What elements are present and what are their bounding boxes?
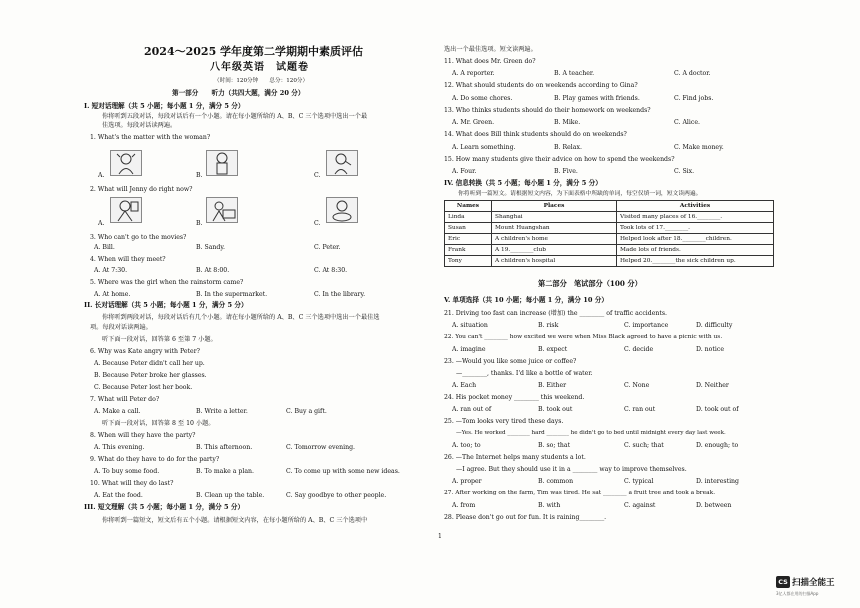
exam-info: （时间：120分钟 总分：120分） xyxy=(214,78,309,84)
q24-option-d[interactable]: D. took out of xyxy=(696,406,739,413)
table-row xyxy=(445,223,774,234)
question-7: 7. What will Peter do? xyxy=(90,396,160,403)
q22-option-a[interactable]: A. imagine xyxy=(452,346,486,353)
q1-option-a: A. xyxy=(98,172,105,179)
q6-option-b[interactable]: B. Because Peter broke her glasses. xyxy=(94,372,207,379)
q14-option-a[interactable]: A. Learn something. xyxy=(452,144,516,151)
q1-option-b: B. xyxy=(196,172,203,179)
q11-option-c[interactable]: C. A doctor. xyxy=(674,70,711,77)
q1-picture-b xyxy=(206,150,238,176)
q15-option-c[interactable]: C. Six. xyxy=(674,168,695,175)
q10-option-b[interactable]: B. Clean up the table. xyxy=(196,492,265,499)
q13-option-a[interactable]: A. Mr. Green. xyxy=(452,119,495,126)
section2-note-2: 听下面一段对话，回答第 8 至 10 小题。 xyxy=(102,420,215,427)
q9-option-c[interactable]: C. To come up with some new ideas. xyxy=(286,468,400,475)
q8-option-c[interactable]: C. Tomorrow evening. xyxy=(286,444,356,451)
question-14: 14. What does Bill think students should do on weekends? xyxy=(444,131,627,138)
section4-instruction: 你将听到一篇短文。请根据短文内容，为下面表格中所缺的单词，每空仅填一词，短文读两遍。 xyxy=(458,191,702,197)
camscanner-icon: CS xyxy=(776,576,790,588)
q4-option-b[interactable]: B. At 8:00. xyxy=(196,267,230,274)
q21-option-c[interactable]: C. importance xyxy=(624,322,669,329)
q14-option-c[interactable]: C. Make money. xyxy=(674,144,724,151)
q13-option-c[interactable]: C. Alice. xyxy=(674,119,700,126)
q1-picture-c xyxy=(326,150,358,176)
part2-heading: 第二部分 笔试部分（100 分） xyxy=(538,279,642,288)
q14-option-b[interactable]: B. Relax. xyxy=(554,144,582,151)
table-cell[interactable]: Helped 20.________the sick children up. xyxy=(617,256,774,267)
question-22: 22. You can't ________ how excited we were when Miss Black agreed to have a picnic with us. xyxy=(444,334,723,340)
q26-option-d[interactable]: D. interesting xyxy=(696,478,739,485)
table-header: Places xyxy=(492,201,617,212)
q15-option-b[interactable]: B. Five. xyxy=(554,168,578,175)
watermark-tagline: 3亿人都在用的扫描App xyxy=(776,591,819,596)
q5-option-c[interactable]: C. In the library. xyxy=(314,291,366,298)
table-cell: A children's home xyxy=(492,234,617,245)
question-26-response: —I agree. But they should use it in a ________ way to improve themselves. xyxy=(456,466,687,473)
q12-option-a[interactable]: A. Do some chores. xyxy=(452,95,513,102)
question-3: 3. Who can't go to the movies? xyxy=(90,234,187,241)
table-cell: Frank xyxy=(445,245,492,256)
section3-title: III. 短文理解（共 5 小题；每小题 1 分，满分 5 分） xyxy=(84,503,245,511)
table-cell: Made lots of friends. xyxy=(617,245,774,256)
exam-subtitle: 八年级英语 试题卷 xyxy=(210,62,309,73)
q27-option-c[interactable]: C. against xyxy=(624,502,656,509)
q10-option-a[interactable]: A. Eat the food. xyxy=(94,492,143,499)
question-1: 1. What's the matter with the woman? xyxy=(90,134,211,141)
section3-instruction: 你将听到一篇短文，短文后有五个小题。请根据短文内容，在每小题所给的 A、B、C 三个选项中 xyxy=(102,517,368,524)
section2-title: II. 长对话理解（共 5 小题；每小题 1 分，满分 5 分） xyxy=(84,301,248,309)
table-cell: Susan xyxy=(445,223,492,234)
section5-title: V. 单项选择（共 10 小题；每小题 1 分，满分 10 分） xyxy=(444,296,608,304)
question-10: 10. What will they do last? xyxy=(90,480,174,487)
q25-option-d[interactable]: D. enough; to xyxy=(696,442,739,449)
table-row xyxy=(445,234,774,245)
question-9: 9. What do they have to do for the party? xyxy=(90,456,220,463)
watermark-brand: 扫描全能王 xyxy=(792,577,835,588)
q15-option-a[interactable]: A. Four. xyxy=(452,168,477,175)
q27-option-b[interactable]: B. with xyxy=(538,502,561,509)
table-cell: Shanghai xyxy=(492,212,617,223)
scanner-watermark xyxy=(776,571,856,601)
section1-instruction: 你将听到五段对话，每段对话后有一个小题。请在每小题所给的 A、B、C 三个选项中选出一个最 xyxy=(102,113,368,120)
q23-option-b[interactable]: B. Either xyxy=(538,382,567,389)
question-15: 15. How many students give their advice on how to spend the weekends? xyxy=(444,156,675,163)
q11-option-b[interactable]: B. A teacher. xyxy=(554,70,595,77)
question-27: 27. After working on the farm, Tim was tired. He sat ________ a fruit tree and took a break. xyxy=(444,490,716,496)
q8-option-b[interactable]: B. This afternoon. xyxy=(196,444,253,451)
section1-instruction-2: 佳选项。每段对话读两遍。 xyxy=(102,122,177,129)
part1-heading: 第一部分 听力（共四大题，满分 20 分） xyxy=(172,89,305,97)
section3-instruction-2: 选出一个最佳选项。短文读两遍。 xyxy=(444,46,537,53)
question-26: 26. —The Internet helps many students a lot. xyxy=(444,454,586,461)
question-2: 2. What will Jenny do right now? xyxy=(90,186,193,193)
table-cell[interactable]: Took lots of 17.________. xyxy=(617,223,774,234)
info-table xyxy=(444,200,774,267)
question-6: 6. Why was Kate angry with Peter? xyxy=(90,348,200,355)
q24-option-c[interactable]: C. ran out xyxy=(624,406,656,413)
question-23: 23. —Would you like some juice or coffee? xyxy=(444,358,577,365)
q21-option-a[interactable]: A. situation xyxy=(452,322,488,329)
table-row xyxy=(445,212,774,223)
q6-option-c[interactable]: C. Because Peter lost her book. xyxy=(94,384,193,391)
q23-option-a[interactable]: A. Each xyxy=(452,382,477,389)
table-cell[interactable]: A 19.________club xyxy=(492,245,617,256)
q25-option-a[interactable]: A. too; to xyxy=(452,442,481,449)
question-23-response: —________, thanks. I'd like a bottle of water. xyxy=(456,370,593,377)
page-number: 1 xyxy=(438,533,442,540)
q9-option-b[interactable]: B. To make a plan. xyxy=(196,468,254,475)
table-header-row xyxy=(445,201,774,212)
question-11: 11. What does Mr. Green do? xyxy=(444,58,536,65)
q2-picture-a xyxy=(110,197,142,223)
question-21: 21. Driving too fast can increase (增加) the ________ of traffic accidents. xyxy=(444,310,667,317)
table-cell: Linda xyxy=(445,212,492,223)
q13-option-b[interactable]: B. Mike. xyxy=(554,119,581,126)
q25-option-b[interactable]: B. so; that xyxy=(538,442,571,449)
question-8: 8. When will they have the party? xyxy=(90,432,196,439)
question-24: 24. His pocket money ________ this weekend. xyxy=(444,394,585,401)
q23-option-d[interactable]: D. Neither xyxy=(696,382,729,389)
q27-option-a[interactable]: A. from xyxy=(452,502,476,509)
exam-title: 2024～2025 学年度第二学期期中素质评估 xyxy=(144,45,364,58)
table-cell: A children's hospital xyxy=(492,256,617,267)
q5-option-b[interactable]: B. In the supermarket. xyxy=(196,291,268,298)
q9-option-a[interactable]: A. To buy some food. xyxy=(94,468,160,475)
q24-option-a[interactable]: A. ran out of xyxy=(452,406,492,413)
question-25-response: —Yes. He worked ________ hard ________ he didn't go to bed until midnight every day last week. xyxy=(456,430,726,436)
q7-option-a[interactable]: A. Make a call. xyxy=(94,408,141,415)
q3-option-a[interactable]: A. Bill. xyxy=(94,244,115,251)
q8-option-a[interactable]: A. This evening. xyxy=(94,444,145,451)
q4-option-c[interactable]: C. At 8:30. xyxy=(314,267,348,274)
q12-option-b[interactable]: B. Play games with friends. xyxy=(554,95,640,102)
q10-option-c[interactable]: C. Say goodbye to other people. xyxy=(286,492,387,499)
table-cell[interactable]: Visited many places of 16.________. xyxy=(617,212,774,223)
section4-title: IV. 信息转换（共 5 小题；每小题 1 分，满分 5 分） xyxy=(444,179,602,187)
table-cell: Eric xyxy=(445,234,492,245)
table-cell: Tony xyxy=(445,256,492,267)
table-row xyxy=(445,245,774,256)
q11-option-a[interactable]: A. A reporter. xyxy=(452,70,495,77)
q1-picture-a xyxy=(110,150,142,176)
q26-option-c[interactable]: C. typical xyxy=(624,478,654,485)
question-28: 28. Please don't go out for fun. It is raining________. xyxy=(444,514,607,521)
q22-option-b[interactable]: B. expect xyxy=(538,346,568,353)
q2-option-a: A. xyxy=(98,220,105,227)
q24-option-b[interactable]: B. took out xyxy=(538,406,573,413)
q22-option-c[interactable]: C. decide xyxy=(624,346,654,353)
q2-picture-c xyxy=(326,197,358,223)
question-12: 12. What should students do on weekends according to Gina? xyxy=(444,82,638,89)
q2-picture-b xyxy=(206,197,238,223)
question-5: 5. Where was the girl when the rainstorm came? xyxy=(90,279,244,286)
section2-note-1: 听下面一段对话，回答第 6 至第 7 小题。 xyxy=(102,336,217,343)
q6-option-a[interactable]: A. Because Peter didn't call her up. xyxy=(94,360,205,367)
section1-title: I. 短对话理解（共 5 小题；每小题 1 分，满分 5 分） xyxy=(84,102,245,110)
table-cell: Mount Huangshan xyxy=(492,223,617,234)
question-13: 13. Who thinks students should do their homework on weekends? xyxy=(444,107,651,114)
table-row xyxy=(445,256,774,267)
q3-option-c[interactable]: C. Peter. xyxy=(314,244,341,251)
q12-option-c[interactable]: C. Find jobs. xyxy=(674,95,714,102)
table-header: Names xyxy=(445,201,492,212)
q25-option-c[interactable]: C. such; that xyxy=(624,442,664,449)
q21-option-d[interactable]: D. difficulty xyxy=(696,322,733,329)
q3-option-b[interactable]: B. Sandy. xyxy=(196,244,225,251)
q4-option-a[interactable]: A. At 7:30. xyxy=(94,267,128,274)
table-cell[interactable]: Helped look after 18.________children. xyxy=(617,234,774,245)
q21-option-b[interactable]: B. risk xyxy=(538,322,559,329)
q2-option-b: B. xyxy=(196,220,203,227)
section2-instruction-2: 项。每段对话读两遍。 xyxy=(90,324,152,331)
q26-option-b[interactable]: B. common xyxy=(538,478,574,485)
q23-option-c[interactable]: C. None xyxy=(624,382,650,389)
q7-option-c[interactable]: C. Buy a gift. xyxy=(286,408,327,415)
q5-option-a[interactable]: A. At home. xyxy=(94,291,131,298)
q1-option-c: C. xyxy=(314,172,321,179)
q7-option-b[interactable]: B. Write a letter. xyxy=(196,408,248,415)
q27-option-d[interactable]: D. between xyxy=(696,502,732,509)
section2-instruction: 你将听到两段对话，每段对话后有几个小题。请在每小题所给的 A、B、C 三个选项中选出一个最佳选 xyxy=(102,314,380,321)
question-25: 25. —Tom looks very tired these days. xyxy=(444,418,564,425)
q2-option-c: C. xyxy=(314,220,321,227)
q22-option-d[interactable]: D. notice xyxy=(696,346,724,353)
q26-option-a[interactable]: A. proper xyxy=(452,478,482,485)
question-4: 4. When will they meet? xyxy=(90,256,166,263)
table-header: Activities xyxy=(617,201,774,212)
